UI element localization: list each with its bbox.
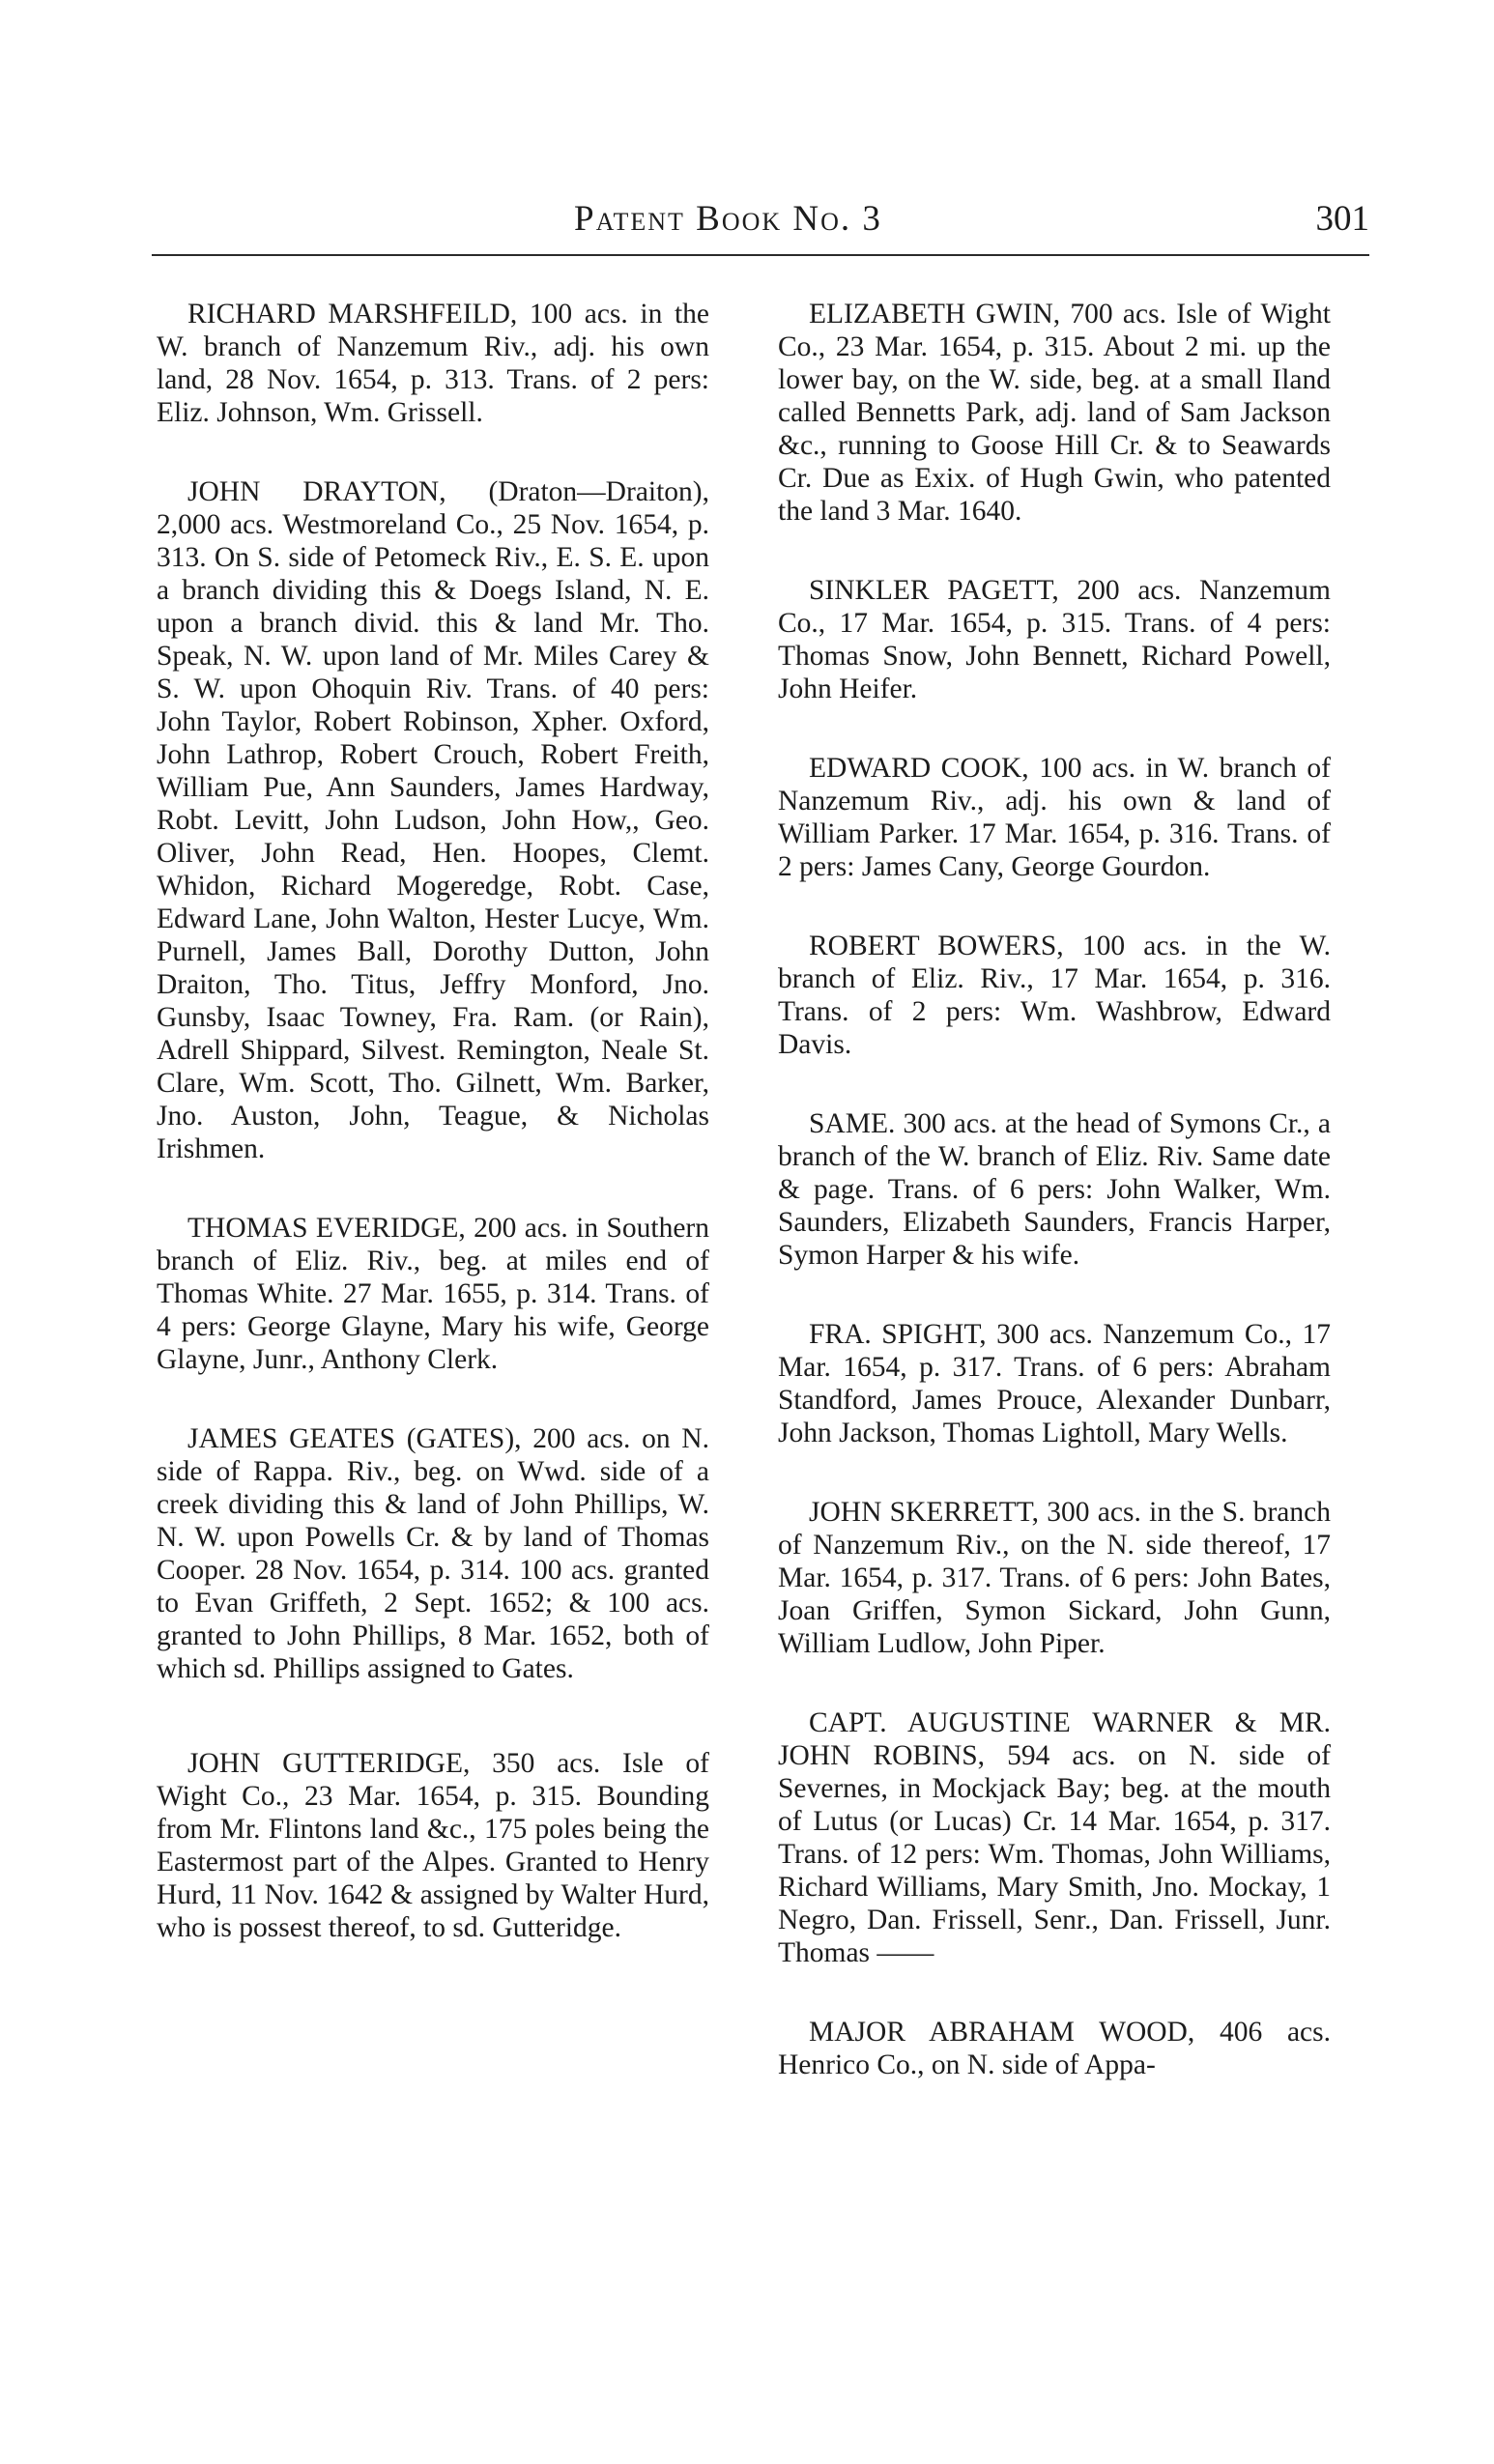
patent-entry-fra-spight: FRA. SPIGHT, 300 acs. Nanzemum Co., 17 Mar. 1654, p. 317. Trans. of 6 pers: Abraham Standford, James Prouce, Alexander Dunbarr, John Jackson, Thomas Lightoll, Mary Wells. [778,1319,1331,1448]
right-column [778,298,1331,2128]
left-column [157,298,709,1991]
patent-entry-richard-marshfeild: RICHARD MARSHFEILD, 100 acs. in the W. branch of Nanzemum Riv., adj. his own land, 28 Nov. 1654, p. 313. Trans. of 2 pers: Eliz. Johnson, Wm. Grissell. [157,299,709,428]
patent-entry-edward-cook: EDWARD COOK, 100 acs. in W. branch of Nanzemum Riv., adj. his own & land of William Parker. 17 Mar. 1654, p. 316. Trans. of 2 pers: James Cany, George Gourdon. [778,753,1331,882]
patent-entry-abraham-wood: MAJOR ABRAHAM WOOD, 406 acs. Henrico Co., on N. side of Appa- [778,2017,1331,2080]
page-header [152,198,1369,246]
patent-entry-warner-robins: CAPT. AUGUSTINE WARNER & MR. JOHN ROBINS, 594 acs. on N. side of Severnes, in Mockjack Bay; beg. at the mouth of Lutus (or Lucas) Cr. 14 Mar. 1654, p. 317. Trans. of 12 pers: Wm. Thomas, John Williams, Richard Williams, Mary Smith, Jno. Mockay, 1 Negro, Dan. Frissell, Senr., Dan. Frissell, Junr. Thomas —— [778,1707,1331,1968]
page-number: 301 [1315,199,1369,239]
patent-entry-thomas-everidge: THOMAS EVERIDGE, 200 acs. in Southern branch of Eliz. Riv., beg. at miles end of Thomas White. 27 Mar. 1655, p. 314. Trans. of 4 pers: George Glayne, Mary his wife, George Glayne, Junr., Anthony Clerk. [157,1213,709,1375]
patent-entry-john-gutteridge: JOHN GUTTERIDGE, 350 acs. Isle of Wight Co., 23 Mar. 1654, p. 315. Bounding from Mr. Flintons land &c., 175 poles being the Eastermost part of the Alpes. Granted to Henry Hurd, 11 Nov. 1642 & assigned by Walter Hurd, who is possest thereof, to sd. Gutteridge. [157,1748,709,1943]
patent-entry-same-robert-bowers: SAME. 300 acs. at the head of Symons Cr., a branch of the W. branch of Eliz. Riv. Same date & page. Trans. of 6 pers: John Walker, Wm. Saunders, Elizabeth Saunders, Francis Harper, Symon Harper & his wife. [778,1108,1331,1271]
patent-entry-robert-bowers: ROBERT BOWERS, 100 acs. in the W. branch of Eliz. Riv., 17 Mar. 1654, p. 316. Trans. of 2 pers: Wm. Washbrow, Edward Davis. [778,931,1331,1060]
header-rule [152,254,1369,256]
patent-entry-john-skerrett: JOHN SKERRETT, 300 acs. in the S. branch of Nanzemum Riv., on the N. side thereof, 17 Mar. 1654, p. 317. Trans. of 6 pers: John Bates, Joan Griffen, Symon Sickard, John Gunn, William Ludlow, John Piper. [778,1497,1331,1659]
patent-entry-james-geates: JAMES GEATES (GATES), 200 acs. on N. side of Rappa. Riv., beg. on Wwd. side of a creek dividing this & land of John Phillips, W. N. W. upon Powells Cr. & by land of Thomas Cooper. 28 Nov. 1654, p. 314. 100 acs. granted to Evan Griffeth, 2 Sept. 1652; & 100 acs. granted to John Phillips, 8 Mar. 1652, both of which sd. Phillips assigned to Gates. [157,1423,709,1684]
patent-entry-sinkler-pagett: SINKLER PAGETT, 200 acs. Nanzemum Co., 17 Mar. 1654, p. 315. Trans. of 4 pers: Thomas Snow, John Bennett, Richard Powell, John Heifer. [778,575,1331,704]
patent-entry-elizabeth-gwin: ELIZABETH GWIN, 700 acs. Isle of Wight Co., 23 Mar. 1654, p. 315. About 2 mi. up the lower bay, on the W. side, beg. at a small Iland called Bennetts Park, adj. land of Sam Jackson &c., running to Goose Hill Cr. & to Seawards Cr. Due as Exix. of Hugh Gwin, who patented the land 3 Mar. 1640. [778,299,1331,527]
patent-entry-john-drayton: JOHN DRAYTON, (Draton—Draiton), 2,000 acs. Westmoreland Co., 25 Nov. 1654, p. 313. On S. side of Petomeck Riv., E. S. E. upon a branch dividing this & Doegs Island, N. E. upon a branch divid. this & land Mr. Tho. Speak, N. W. upon land of Mr. Miles Carey & S. W. upon Ohoquin Riv. Trans. of 40 pers: John Taylor, Robert Robinson, Xpher. Oxford, John Lathrop, Robert Crouch, Robert Freith, William Pue, Ann Saunders, James Hardway, Robt. Levitt, John Ludson, John How,, Geo. Oliver, John Read, Hen. Hoopes, Clemt. Whidon, Richard Mogeredge, Robt. Case, Edward Lane, John Walton, Hester Lucye, Wm. Purnell, James Ball, Dorothy Dutton, John Draiton, Tho. Titus, Jeffry Monford, Jno. Gunsby, Isaac Towney, Fra. Ram. (or Rain), Adrell Shippard, Silvest. Remington, Neale St. Clare, Wm. Scott, Tho. Gilnett, Wm. Barker, Jno. Auston, John, Teague, & Nicholas Irishmen. [157,476,709,1164]
running-title: Patent Book No. 3 [574,199,882,239]
